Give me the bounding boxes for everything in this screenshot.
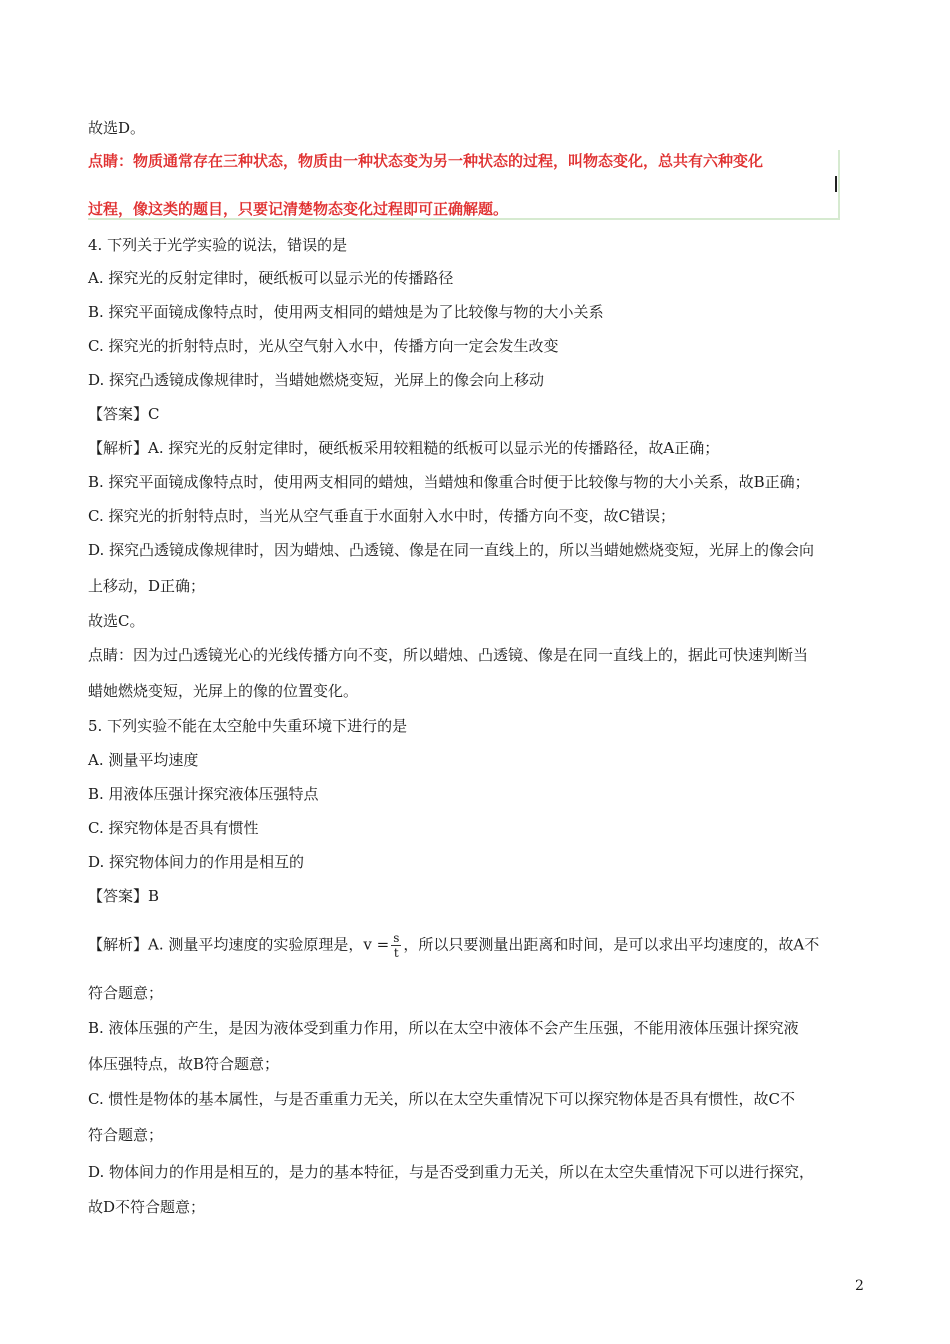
option-a: A. 探究光的反射定律时，硬纸板可以显示光的传播路径 [88, 269, 454, 287]
text-cursor [835, 176, 837, 192]
option-b: B. 探究平面镜成像特点时，使用两支相同的蜡烛是为了比较像与物的大小关系 [88, 303, 604, 321]
question-4-stem: 4. 下列关于光学实验的说法，错误的是 [88, 236, 348, 254]
analysis-line: 符合题意； [88, 984, 164, 1002]
velocity-fraction [391, 931, 401, 960]
analysis-formula-line [88, 931, 819, 960]
option-c: C. 探究光的折射特点时，光从空气射入水中，传播方向一定会发生改变 [88, 337, 559, 355]
fraction-numerator: s [393, 931, 400, 945]
text-line: 故选D。 [88, 119, 146, 137]
analysis-line: C. 探究光的折射特点时，当光从空气垂直于水面射入水中时，传播方向不变，故C错误； [88, 507, 675, 525]
analysis-line: B. 液体压强的产生，是因为液体受到重力作用，所以在太空中液体不会产生压强，不能用液体压强计探究液 [88, 1019, 799, 1037]
option-b: B. 用液体压强计探究液体压强特点 [88, 785, 319, 803]
analysis-line: D. 探究凸透镜成像规律时，因为蜡烛、凸透镜、像是在同一直线上的，所以当蜡她燃烧变短，光屏上的像会向 [88, 541, 815, 559]
option-d: D. 探究凸透镜成像规律时，当蜡她燃烧变短，光屏上的像会向上移动 [88, 371, 545, 389]
note-line: 蜡她燃烧变短，光屏上的像的位置变化。 [88, 682, 359, 700]
analysis-text: 【解析】A. 测量平均速度的实验原理是，v = [88, 935, 390, 954]
analysis-line: 符合题意； [88, 1126, 164, 1144]
answer-label: 【答案】C [88, 405, 160, 423]
analysis-line: 体压强特点，故B符合题意； [88, 1055, 280, 1073]
note-line: 点睛：因为过凸透镜光心的光线传播方向不变，所以蜡烛、凸透镜、像是在同一直线上的，据此可快速判断当 [88, 646, 809, 664]
analysis-line: 上移动，D正确； [88, 577, 206, 595]
highlight-frame-right [838, 150, 840, 220]
analysis-line: D. 物体间力的作用是相互的，是力的基本特征，与是否受到重力无关，所以在太空失重情况下可以进行探究， [88, 1163, 815, 1181]
answer-label: 【答案】B [88, 887, 160, 905]
analysis-text: ，所以只要测量出距离和时间，是可以求出平均速度的，故A不 [403, 935, 820, 954]
conclusion-line: 故选C。 [88, 612, 145, 630]
option-d: D. 探究物体间力的作用是相互的 [88, 853, 305, 871]
fraction-denominator: t [393, 946, 399, 960]
analysis-line: B. 探究平面镜成像特点时，使用两支相同的蜡烛，当蜡烛和像重合时便于比较像与物的大小关系，故B正确； [88, 473, 810, 491]
highlighted-note-line: 过程，像这类的题目，只要记清楚物态变化过程即可正确解题。 [88, 200, 509, 218]
option-c: C. 探究物体是否具有惯性 [88, 819, 259, 837]
highlighted-note-line: 点睛：物质通常存在三种状态，物质由一种状态变为另一种状态的过程，叫物态变化，总共有六种变化 [88, 152, 764, 170]
question-5-stem: 5. 下列实验不能在太空舱中失重环境下进行的是 [88, 717, 408, 735]
option-a: A. 测量平均速度 [88, 751, 199, 769]
analysis-line: 【解析】A. 探究光的反射定律时，硬纸板采用较粗糙的纸板可以显示光的传播路径，故A正确； [88, 439, 720, 457]
page-number: 2 [855, 1278, 864, 1294]
analysis-line: 故D不符合题意； [88, 1198, 206, 1216]
analysis-line: C. 惯性是物体的基本属性，与是否重重力无关，所以在太空失重情况下可以探究物体是否具有惯性，故C不 [88, 1090, 795, 1108]
